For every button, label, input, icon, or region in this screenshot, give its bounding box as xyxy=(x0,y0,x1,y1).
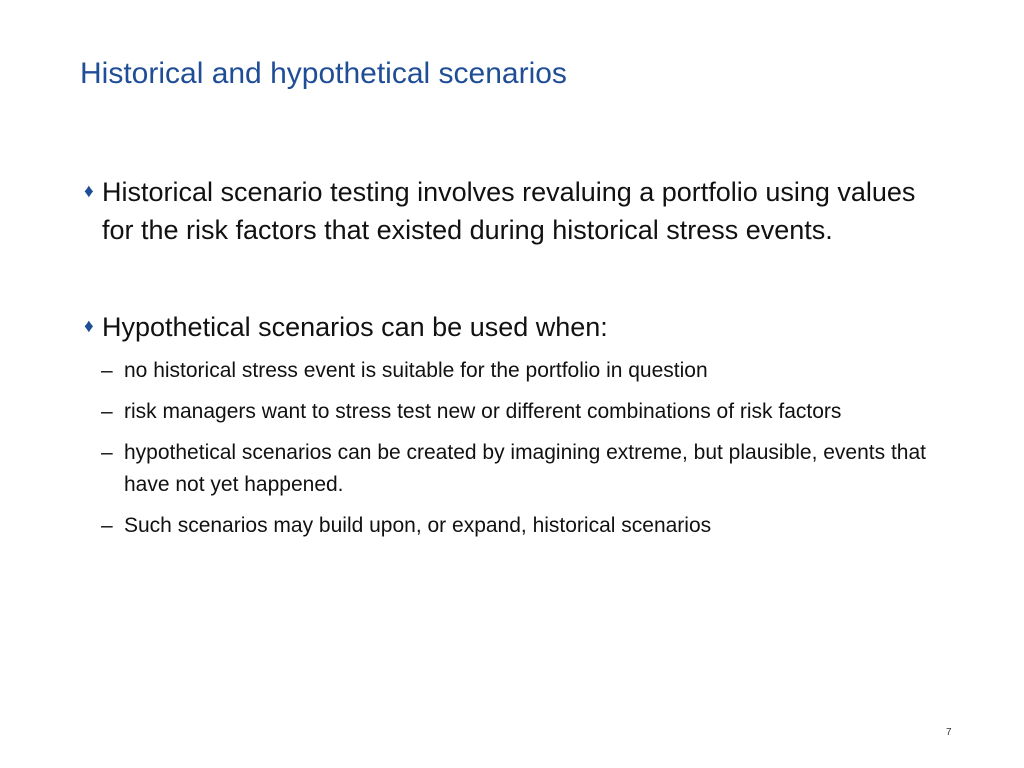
diamond-icon: ♦ xyxy=(84,181,94,202)
sub-bullet-item xyxy=(101,510,941,542)
dash-icon: – xyxy=(101,400,113,423)
sub-bullet-item xyxy=(101,396,941,428)
sub-bullet-text: Such scenarios may build upon, or expand, historical scenarios xyxy=(124,514,712,537)
bullet-text: Historical scenario testing involves revaluing a portfolio using values for the risk factors that existed during historical stress events. xyxy=(102,177,916,245)
bullet-text: Hypothetical scenarios can be used when: xyxy=(102,312,608,342)
bullet-item xyxy=(80,308,950,346)
sub-bullet-list xyxy=(101,355,941,551)
dash-icon: – xyxy=(101,441,113,464)
bullet-item xyxy=(80,173,950,249)
sub-bullet-item xyxy=(101,437,941,501)
diamond-icon: ♦ xyxy=(84,316,94,337)
dash-icon: – xyxy=(101,359,113,382)
sub-bullet-item xyxy=(101,355,941,387)
sub-bullet-text: no historical stress event is suitable for the portfolio in question xyxy=(124,359,708,382)
slide-title: Historical and hypothetical scenarios xyxy=(80,57,567,90)
sub-bullet-text: risk managers want to stress test new or different combinations of risk factors xyxy=(124,400,842,423)
sub-bullet-text: hypothetical scenarios can be created by imagining extreme, but plausible, events that have not yet happened. xyxy=(124,441,926,496)
page-number: 7 xyxy=(946,727,952,738)
dash-icon: – xyxy=(101,514,113,537)
